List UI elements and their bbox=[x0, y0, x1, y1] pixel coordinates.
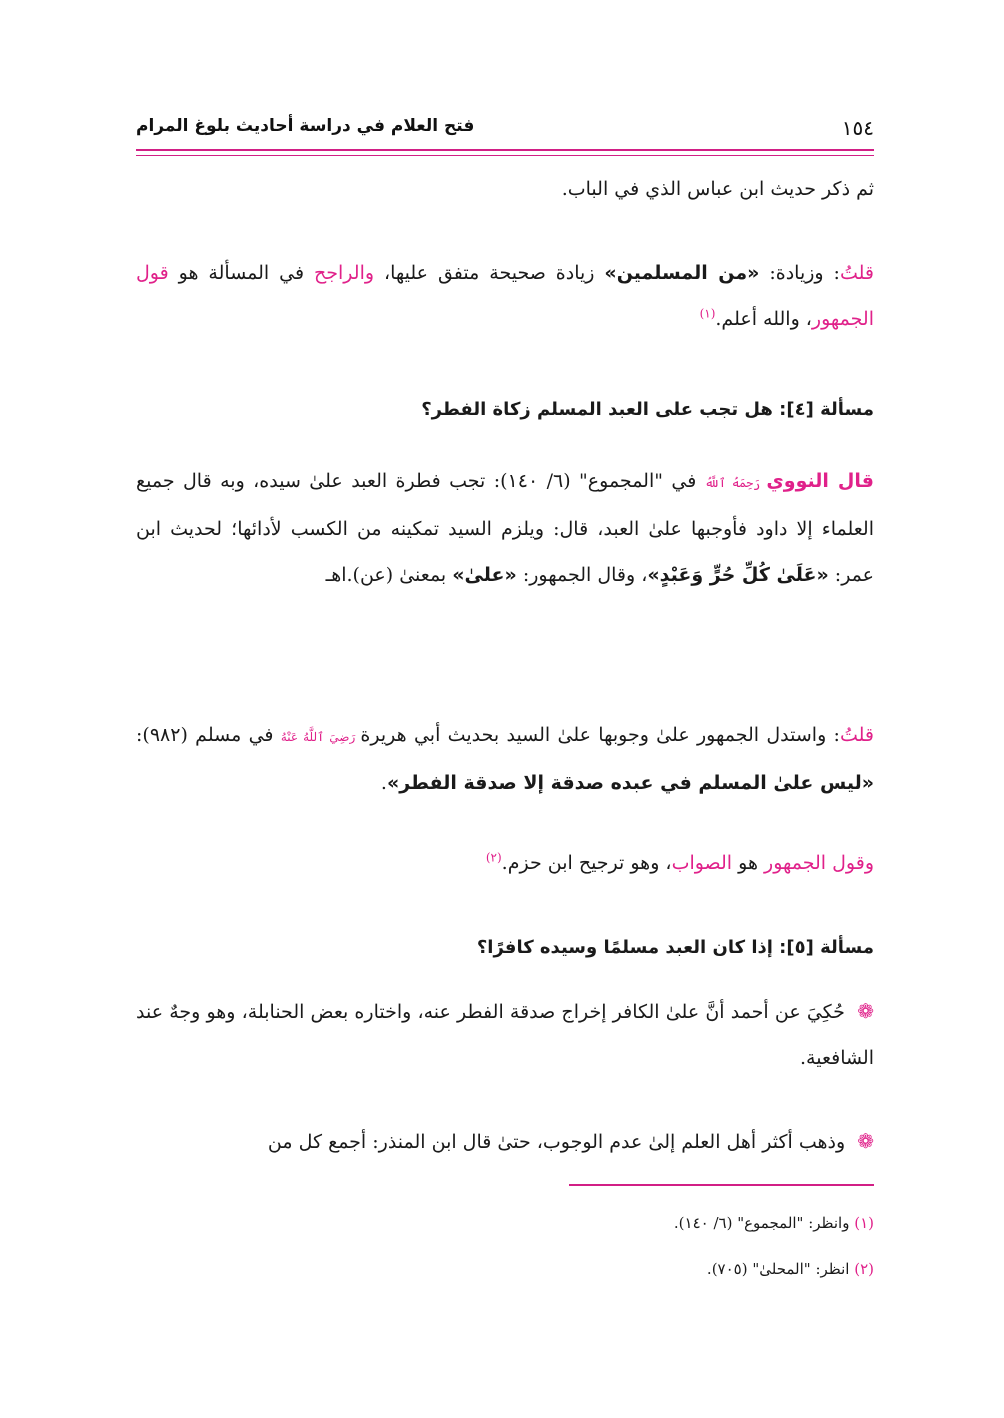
paragraph-1 bbox=[136, 166, 874, 212]
footnote-1-text: وانظر: "المجموع" (٦/ ١٤٠). bbox=[673, 1214, 855, 1232]
header-rule-thin bbox=[136, 155, 874, 156]
qultu-label-2: قلتُ bbox=[839, 724, 874, 746]
flower-bullet-icon: ❁ bbox=[857, 999, 874, 1023]
honorific-radiallahu: رَضِيَ ٱللَّهُ عَنْهُ bbox=[280, 730, 361, 744]
issue-4-title: هل تجب على العبد المسلم زكاة الفطر؟ bbox=[421, 399, 773, 420]
flower-bullet-icon: ❁ bbox=[857, 1129, 874, 1153]
paragraph-2-text-c: في المسألة هو bbox=[168, 262, 315, 284]
qultu-label: قلتُ bbox=[839, 262, 874, 284]
header-rule-thick bbox=[136, 149, 874, 151]
bullet-paragraph-2-text: وذهب أكثر أهل العلم إلىٰ عدم الوجوب، حتىٰ قال ابن المنذر: أجمع كل من bbox=[267, 1131, 846, 1153]
paragraph-2-text-d: ، والله أعلم. bbox=[715, 308, 812, 330]
sawab-term: الصواب bbox=[671, 852, 733, 874]
paragraph-5-text-a: هو bbox=[732, 852, 765, 874]
paragraph-3-text-b: ، وقال الجمهور: bbox=[516, 564, 648, 586]
footnote-separator bbox=[569, 1184, 874, 1186]
footnote-ref-1: (١) bbox=[699, 306, 716, 321]
paragraph-2 bbox=[136, 250, 874, 342]
paragraph-1-text: ثم ذكر حديث ابن عباس الذي في الباب. bbox=[561, 178, 874, 200]
issue-heading-5 bbox=[136, 924, 874, 971]
paragraph-5 bbox=[136, 840, 874, 886]
footnote-1 bbox=[136, 1212, 874, 1234]
honorific-rahimahullah: رَحِمَهُ ٱللَّهُ bbox=[704, 476, 767, 490]
paragraph-4-text-c: . bbox=[380, 772, 387, 794]
paragraph-3-text-a: في "المجموع" (٦/ ١٤٠): تجب فطرة العبد علىٰ سيده، وبه قال جميع العلماء إلا داود فأوجبها علىٰ العبد، قال: ويلزم السيد تمكينه من الكسب لأدائها؛ لحديث ابن عمر: bbox=[136, 470, 874, 586]
issue-4-label: مسألة [٤]: bbox=[772, 399, 874, 420]
issue-heading-4 bbox=[136, 386, 874, 433]
paragraph-3-text-c: بمعنىٰ (عن).اهـ bbox=[325, 564, 453, 586]
issue-5-title: إذا كان العبد مسلمًا وسيده كافرًا؟ bbox=[476, 937, 773, 958]
bullet-paragraph-1 bbox=[136, 988, 874, 1081]
hadith-ibn-umar: «عَلَىٰ كُلِّ حُرٍّ وَعَبْدٍ» bbox=[647, 564, 829, 586]
jumhur-term: قول الجمهور bbox=[136, 262, 874, 330]
running-header bbox=[136, 112, 874, 152]
paragraph-2-text-a: : وزيادة: bbox=[759, 262, 840, 284]
bullet-paragraph-2 bbox=[136, 1118, 874, 1165]
paragraph-4 bbox=[136, 712, 874, 806]
page-number: ١٥٤ bbox=[841, 116, 874, 140]
footnote-ref-2: (٢) bbox=[485, 850, 502, 865]
paragraph-2-text-b: زيادة صحيحة متفق عليها، bbox=[374, 262, 605, 284]
paragraph-4-text-b: في مسلم (٩٨٢): bbox=[136, 724, 281, 746]
rajih-term: والراجح bbox=[314, 262, 375, 284]
paragraph-5-text-b: ، وهو ترجيح ابن حزم. bbox=[501, 852, 672, 874]
ala-quote: «علىٰ» bbox=[452, 564, 517, 586]
book-title: فتح العلام في دراسة أحاديث بلوغ المرام bbox=[136, 116, 475, 136]
paragraph-4-text-a: : واستدل الجمهور علىٰ وجوبها علىٰ السيد بحديث أبي هريرة bbox=[360, 724, 840, 746]
nawawi-name: قال النووي bbox=[766, 470, 874, 492]
issue-5-label: مسألة [٥]: bbox=[772, 937, 874, 958]
hadith-abu-hurayra: «ليس علىٰ المسلم في عبده صدقة إلا صدقة الفطر» bbox=[386, 772, 874, 794]
footnote-2-number: (٢) bbox=[854, 1260, 874, 1278]
jumhur-term-2: وقول الجمهور bbox=[764, 852, 874, 874]
bullet-paragraph-1-text: حُكِيَ عن أحمد أنَّ علىٰ الكافر إخراج صدقة الفطر عنه، واختاره بعض الحنابلة، وهو وجهٌ عند الشافعية. bbox=[136, 1001, 874, 1069]
footnote-2 bbox=[136, 1258, 874, 1280]
paragraph-2-bold: «من المسلمين» bbox=[604, 262, 760, 284]
footnote-1-number: (١) bbox=[854, 1214, 874, 1232]
paragraph-3 bbox=[136, 458, 874, 598]
footnote-2-text: انظر: "المحلىٰ" (٧٠٥). bbox=[706, 1260, 855, 1278]
